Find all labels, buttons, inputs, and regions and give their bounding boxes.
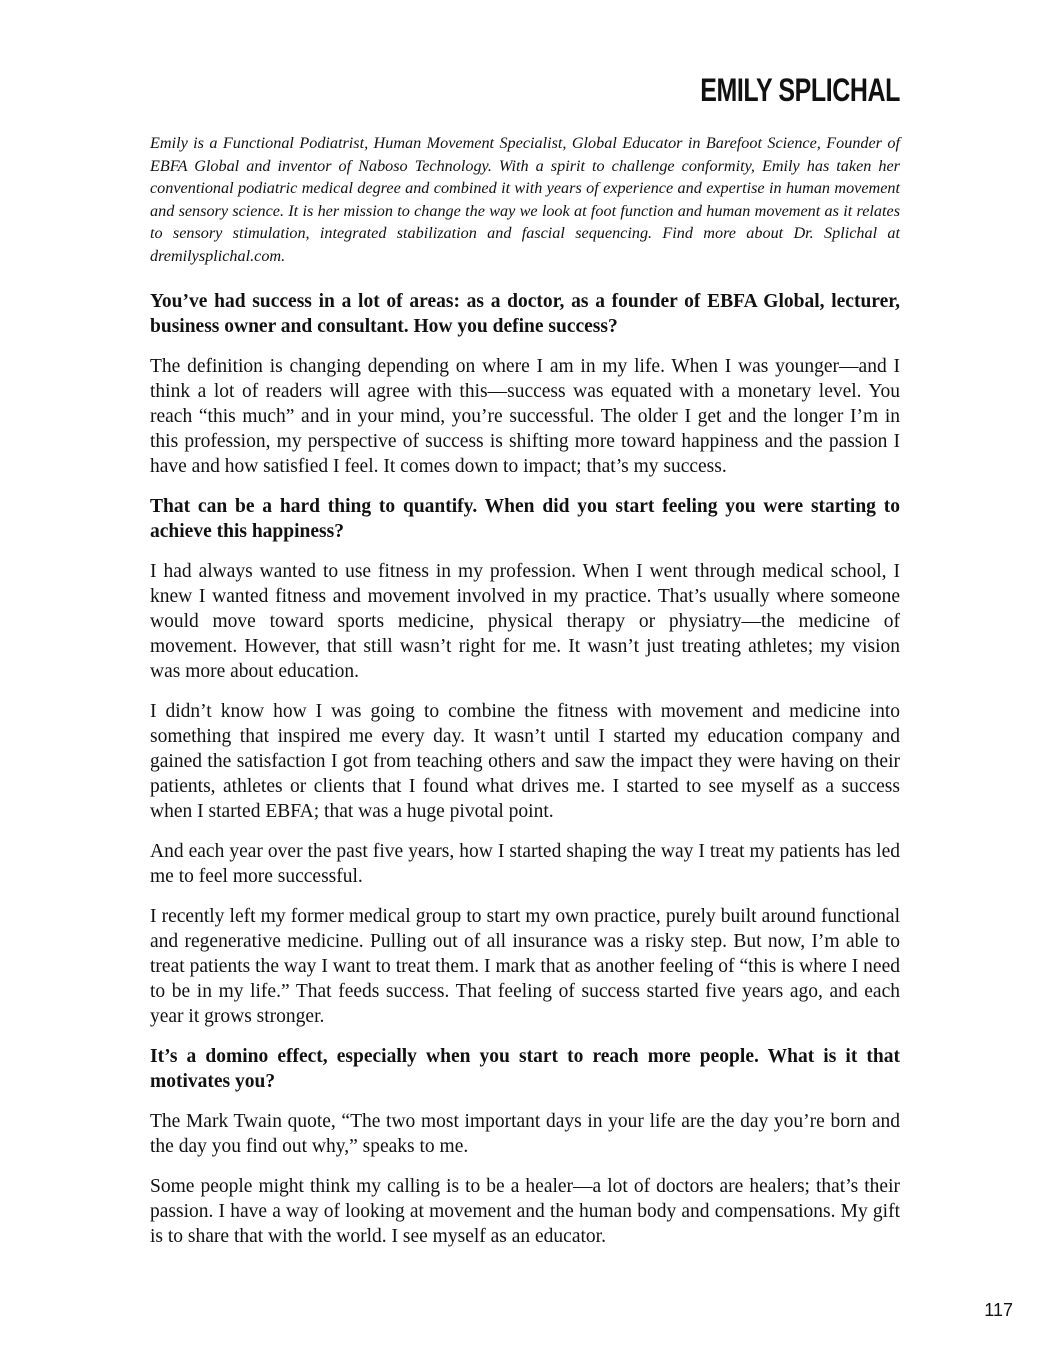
answer-1: The definition is changing depending on where I am in my life. When I was younger—and I think a lot of readers will agree with this—success was equated with a monetary level. You reach “this much” and in your mind, you’re successful. The older I get and the longer I’m in this profession, my perspective of success is shifting more toward happiness and the passion I have and how satisfied I feel. It comes down to impact; that’s my success. — [150, 356, 900, 477]
question-3: It’s a domino effect, especially when you start to reach more people. What is it that motivates you? — [150, 1046, 900, 1092]
answer-2-paragraph-3: And each year over the past five years, how I started shaping the way I treat my patients has led me to feel more successful. — [150, 841, 900, 887]
page-number: 117 — [984, 1300, 1013, 1320]
page-title: EMILY SPLICHAL — [700, 72, 900, 108]
answer-2-paragraph-1: I had always wanted to use fitness in my profession. When I went through medical school, I knew I wanted fitness and movement involved in my practice. That’s usually where someone would move toward sports medicine, physical therapy or physiatry—the medicine of movement. However, that still wasn’t right for me. It wasn’t just treating athletes; my vision was more about education. — [150, 561, 900, 682]
author-bio: Emily is a Functional Podiatrist, Human Movement Specialist, Global Educator in Barefoot Science, Founder of EBFA Global and inventor of Naboso Technology. With a spirit to challenge conformity, Emily has taken her conventional podiatric medical degree and combined it with years of experience and expertise in human movement and sensory science. It is her mission to change the way we look at foot function and human movement as it relates to sensory stimulation, integrated stabilization and fascial sequencing. Find more about Dr. Splichal at dremilysplichal.com. — [150, 134, 900, 265]
question-1: You’ve had success in a lot of areas: as a doctor, as a founder of EBFA Global, lecturer, business owner and consultant. How you define success? — [150, 291, 900, 337]
answer-3-paragraph-2: Some people might think my calling is to be a healer—a lot of doctors are healers; that’s their passion. I have a way of looking at movement and the human body and compensations. My gift is to share that with the world. I see myself as an educator. — [150, 1176, 900, 1247]
article — [150, 70, 900, 1264]
answer-2-paragraph-4: I recently left my former medical group to start my own practice, purely built around functional and regenerative medicine. Pulling out of all insurance was a risky step. But now, I’m able to treat patients the way I want to treat them. I mark that as another feeling of “this is where I need to be in my life.” That feeds success. That feeling of success started five years ago, and each year it grows stronger. — [150, 906, 900, 1027]
answer-2-paragraph-2: I didn’t know how I was going to combine the fitness with movement and medicine into something that inspired me every day. It wasn’t until I started my education company and gained the satisfaction I got from teaching others and saw the impact they were having on their patients, athletes or clients that I found what drives me. I started to see myself as a success when I started EBFA; that was a huge pivotal point. — [150, 701, 900, 822]
question-2: That can be a hard thing to quantify. When did you start feeling you were starting to achieve this happiness? — [150, 496, 900, 542]
answer-3-paragraph-1: The Mark Twain quote, “The two most important days in your life are the day you’re born and the day you find out why,” speaks to me. — [150, 1111, 900, 1157]
